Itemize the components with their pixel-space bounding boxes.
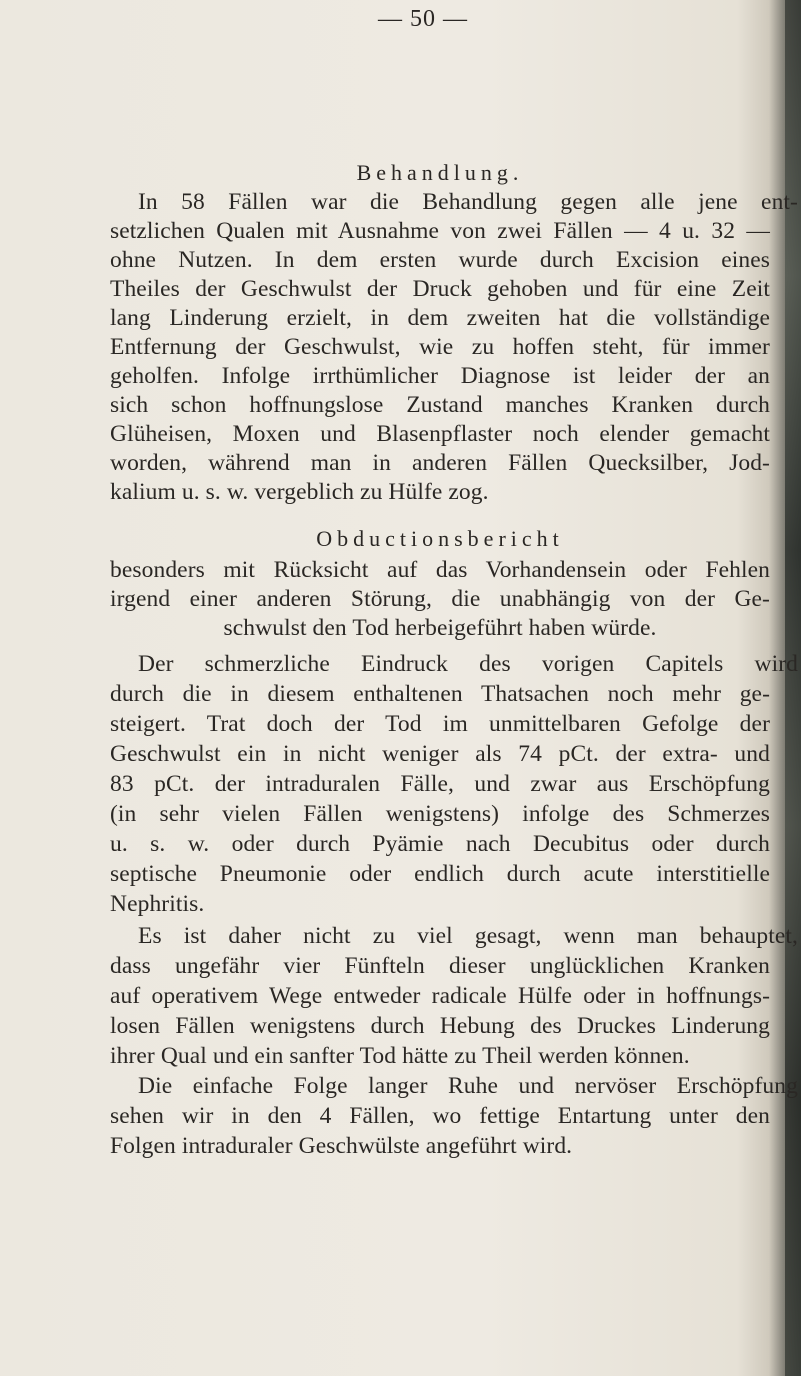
text-line: besonders mit Rücksicht auf das Vorhandensein oder Fehlen (110, 557, 770, 583)
text-line: Die einfache Folge langer Ruhe und nervöser Erschöpfung (138, 1073, 798, 1099)
text-line: durch die in diesem enthaltenen Thatsachen noch mehr ge- (110, 681, 770, 707)
text-line: irgend einer anderen Störung, die unabhängig von der Ge- (110, 586, 770, 612)
text-line: Der schmerzliche Eindruck des vorigen Capitels wird (138, 651, 798, 677)
text-line: lang Linderung erzielt, in dem zweiten hat die vollständige (110, 305, 770, 331)
text-line: u. s. w. oder durch Pyämie nach Decubitus oder durch (110, 831, 770, 857)
text-line: Entfernung der Geschwulst, wie zu hoffen steht, für immer (110, 334, 770, 360)
text-line: 83 pCt. der intraduralen Fälle, und zwar aus Erschöpfung (110, 771, 770, 797)
text-line: schwulst den Tod herbeigeführt haben würde. (223, 615, 657, 641)
text-line: septische Pneumonie oder endlich durch acute interstitielle (110, 861, 770, 887)
text-line: dass ungefähr vier Fünfteln dieser unglücklichen Kranken (110, 953, 770, 979)
text-line: steigert. Trat doch der Tod im unmittelbaren Gefolge der (110, 711, 770, 737)
text-line: Es ist daher nicht zu viel gesagt, wenn man behauptet, (138, 923, 798, 949)
text-line: Theiles der Geschwulst der Druck gehoben und für eine Zeit (110, 276, 770, 302)
text-line: Geschwulst ein in nicht weniger als 74 pCt. der extra- und (110, 741, 770, 767)
text-line: auf operativem Wege entweder radicale Hülfe oder in hoffnungs- (110, 983, 770, 1009)
text-line: sehen wir in den 4 Fällen, wo fettige Entartung unter den (110, 1103, 770, 1129)
text-line: Glüheisen, Moxen und Blasenpflaster noch elender gemacht (110, 421, 770, 447)
text-line: Nephritis. (110, 891, 205, 917)
text-line: sich schon hoffnungslose Zustand manches Kranken durch (110, 392, 770, 418)
text-line: ohne Nutzen. In dem ersten wurde durch Excision eines (110, 247, 770, 273)
text-line: (in sehr vielen Fällen wenigstens) infolge des Schmerzes (110, 801, 770, 827)
page-number: — 50 — (378, 6, 468, 32)
text-line: losen Fällen wenigstens durch Hebung des Druckes Linderung (110, 1013, 770, 1039)
text-line: In 58 Fällen war die Behandlung gegen alle jene ent- (138, 189, 798, 215)
heading-obductionsbericht: Obductionsbericht (316, 526, 564, 551)
text-line: geholfen. Infolge irrthümlicher Diagnose ist leider der an (110, 363, 770, 389)
text-line: kalium u. s. w. vergeblich zu Hülfe zog. (110, 479, 489, 505)
text-line: setzlichen Qualen mit Ausnahme von zwei Fällen — 4 u. 32 — (110, 218, 770, 244)
heading-behandlung: Behandlung. (356, 160, 524, 185)
text-line: Folgen intraduraler Geschwülste angeführt wird. (110, 1133, 573, 1159)
text-line: ihrer Qual und ein sanfter Tod hätte zu Theil werden können. (110, 1043, 690, 1069)
text-line: worden, während man in anderen Fällen Quecksilber, Jod- (110, 450, 770, 476)
